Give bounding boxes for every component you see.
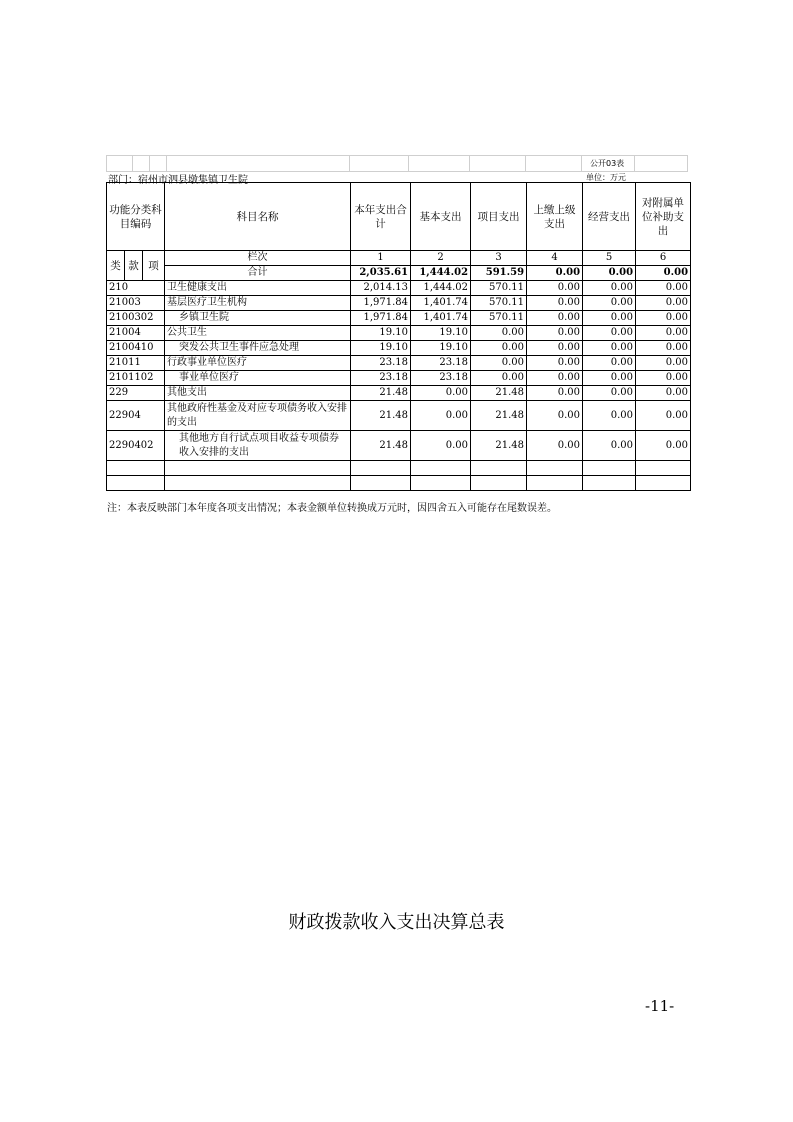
header-project: 项目支出	[471, 183, 527, 251]
col-num: 2	[411, 251, 471, 266]
table-row	[107, 401, 691, 431]
row-value: 19.10	[351, 326, 411, 341]
table-row	[107, 431, 691, 461]
row-value: 0.00	[411, 386, 471, 401]
row-value: 570.11	[471, 281, 527, 296]
row-value: 1,971.84	[351, 311, 411, 326]
row-value: 0.00	[527, 401, 583, 431]
header-total: 本年支出合计	[351, 183, 411, 251]
row-value: 1,971.84	[351, 296, 411, 311]
row-code: 229	[107, 386, 165, 401]
row-value: 0.00	[636, 296, 691, 311]
header-basic: 基本支出	[411, 183, 471, 251]
total-value: 1,444.02	[411, 266, 471, 281]
row-value: 0.00	[527, 296, 583, 311]
row-value: 1,444.02	[411, 281, 471, 296]
row-value: 0.00	[636, 326, 691, 341]
col-num: 5	[583, 251, 636, 266]
row-value: 0.00	[583, 371, 636, 386]
empty-row	[107, 476, 691, 491]
header-lei: 类	[107, 251, 125, 281]
table-note: 注：本表反映部门本年度各项支出情况；本表金额单位转换成万元时，因四舍五入可能存在尾数误差。	[107, 503, 557, 514]
row-value: 0.00	[527, 371, 583, 386]
header-xiang: 项	[143, 251, 165, 281]
form-number: 公开03表	[590, 159, 625, 168]
row-value: 0.00	[636, 281, 691, 296]
row-value: 21.48	[351, 431, 411, 461]
column-number-row	[107, 251, 691, 266]
row-value: 0.00	[527, 326, 583, 341]
row-name: 乡镇卫生院	[165, 311, 351, 326]
row-name: 卫生健康支出	[165, 281, 351, 296]
page-title: 财政拨款收入支出决算总表	[288, 912, 505, 933]
row-value: 1,401.74	[411, 311, 471, 326]
row-value: 0.00	[583, 431, 636, 461]
row-name: 公共卫生	[165, 326, 351, 341]
row-code: 21003	[107, 296, 165, 311]
total-value: 2,035.61	[351, 266, 411, 281]
row-value: 23.18	[411, 356, 471, 371]
row-value: 570.11	[471, 296, 527, 311]
row-value: 0.00	[583, 386, 636, 401]
row-value: 0.00	[527, 386, 583, 401]
row-value: 0.00	[583, 341, 636, 356]
row-code: 2101102	[107, 371, 165, 386]
row-name: 基层医疗卫生机构	[165, 296, 351, 311]
row-name: 其他支出	[165, 386, 351, 401]
table-row	[107, 371, 691, 386]
row-code: 2290402	[107, 431, 165, 461]
row-value: 1,401.74	[411, 296, 471, 311]
table-row	[107, 341, 691, 356]
row-value: 0.00	[527, 281, 583, 296]
row-value: 0.00	[527, 311, 583, 326]
row-code: 2100410	[107, 341, 165, 356]
row-value: 0.00	[471, 341, 527, 356]
total-value: 591.59	[471, 266, 527, 281]
row-value: 0.00	[636, 431, 691, 461]
total-value: 0.00	[583, 266, 636, 281]
row-value: 0.00	[636, 371, 691, 386]
col-num: 1	[351, 251, 411, 266]
row-code: 2100302	[107, 311, 165, 326]
row-value: 2,014.13	[351, 281, 411, 296]
header-subsidy: 对附属单位补助支出	[636, 183, 691, 251]
row-value: 23.18	[411, 371, 471, 386]
column-label: 栏次	[165, 251, 351, 266]
col-num: 6	[636, 251, 691, 266]
row-value: 21.48	[471, 386, 527, 401]
row-value: 0.00	[583, 296, 636, 311]
row-value: 0.00	[471, 326, 527, 341]
row-name: 事业单位医疗	[165, 371, 351, 386]
row-value: 0.00	[527, 431, 583, 461]
total-value: 0.00	[527, 266, 583, 281]
header-name: 科目名称	[165, 183, 351, 251]
row-value: 21.48	[471, 401, 527, 431]
expenditure-table	[106, 182, 691, 491]
col-num: 3	[471, 251, 527, 266]
table-row	[107, 386, 691, 401]
page-number: -11-	[645, 997, 675, 1015]
empty-row	[107, 461, 691, 476]
total-row	[107, 266, 691, 281]
row-value: 23.18	[351, 371, 411, 386]
row-value: 0.00	[411, 401, 471, 431]
row-value: 0.00	[636, 311, 691, 326]
header-code: 功能分类科目编码	[107, 183, 165, 251]
row-value: 0.00	[583, 281, 636, 296]
table-row	[107, 296, 691, 311]
row-value: 19.10	[351, 341, 411, 356]
row-value: 23.18	[351, 356, 411, 371]
table-row	[107, 281, 691, 296]
row-value: 0.00	[636, 356, 691, 371]
row-value: 0.00	[527, 341, 583, 356]
row-value: 0.00	[527, 356, 583, 371]
row-value: 21.48	[351, 386, 411, 401]
unit-label: 单位：万元	[586, 173, 626, 182]
row-value: 19.10	[411, 341, 471, 356]
header-operating: 经营支出	[583, 183, 636, 251]
table-row	[107, 356, 691, 371]
table-row	[107, 326, 691, 341]
row-code: 21004	[107, 326, 165, 341]
row-value: 570.11	[471, 311, 527, 326]
row-value: 0.00	[636, 341, 691, 356]
row-value: 0.00	[471, 356, 527, 371]
total-label: 合计	[165, 266, 351, 281]
row-value: 0.00	[636, 401, 691, 431]
row-value: 0.00	[583, 326, 636, 341]
row-value: 0.00	[583, 311, 636, 326]
header-kuan: 款	[125, 251, 143, 281]
department-label: 部门：宿州市泗县墩集镇卫生院	[108, 175, 248, 186]
row-value: 0.00	[636, 386, 691, 401]
table-row	[107, 311, 691, 326]
row-name: 其他地方自行试点项目收益专项债券收入安排的支出	[165, 431, 351, 461]
row-code: 22904	[107, 401, 165, 431]
header-row	[107, 183, 691, 251]
row-value: 21.48	[471, 431, 527, 461]
row-value: 21.48	[351, 401, 411, 431]
col-num: 4	[527, 251, 583, 266]
row-value: 0.00	[411, 431, 471, 461]
row-code: 21011	[107, 356, 165, 371]
row-value: 0.00	[583, 401, 636, 431]
row-value: 19.10	[411, 326, 471, 341]
total-value: 0.00	[636, 266, 691, 281]
row-value: 0.00	[471, 371, 527, 386]
header-upper: 上缴上级支出	[527, 183, 583, 251]
row-value: 0.00	[583, 356, 636, 371]
row-name: 行政事业单位医疗	[165, 356, 351, 371]
row-code: 210	[107, 281, 165, 296]
row-name: 突发公共卫生事件应急处理	[165, 341, 351, 356]
row-name: 其他政府性基金及对应专项债务收入安排的支出	[165, 401, 351, 431]
